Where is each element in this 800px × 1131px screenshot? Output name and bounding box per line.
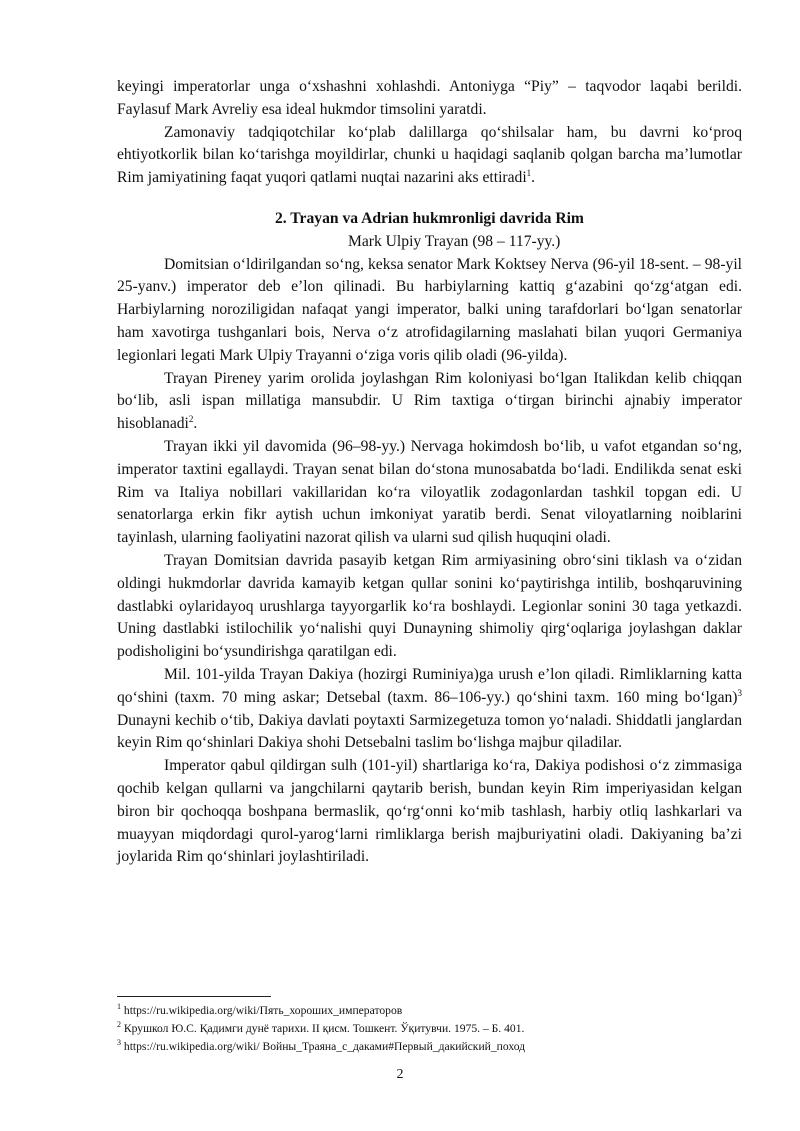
footnote-ref[interactable]: 3 (737, 687, 742, 698)
paragraph-text: Imperator qabul qildirgan sulh (101-yil) shartlariga koʻra, Dakiya podishosi oʻz zimmasiga qochib kelgan qullarni va jangchilarni qaytarib berish, bundan keyin Rim imperiyasidan kelgan biron bir qochoqqa boshpana bermaslik, qoʻrgʻonni koʻmib tashlash, harbiy otliq lashkarlari va muayyan miqdordagi qurol-yarogʻlarni rimliklarga berish majburiyatini oladi. Dakiyaning baʼzi joylarida Rim qoʻshinlari joylashtiriladi. (117, 757, 742, 866)
paragraph-text: Trayan ikki yil davomida (96–98-yy.) Nervaga hokimdosh boʻlib, u vafot etgandan soʻng, imperator taxtini egallaydi. Trayan senat bilan doʻstona munosabatda boʻladi. Endilikda senat eski Rim va Italiya nobillari vakillaridan koʻra viloyatlik zodagonlardan tashkil topgan edi. U senatorlarga erkin fikr aytish uchun imkoniyat yaratib berdi. Senat viloyatlarning noiblarini tayinlash, ularning faoliyatini nazorat qilish va ularni sud qilish huquqini oladi. (117, 437, 742, 547)
section-heading: 2. Trayan va Adrian hukmronligi davrida Rim (275, 209, 584, 227)
paragraph-text: Trayan Pireney yarim orolida joylashgan Rim koloniyasi boʻlgan Italikdan kelib chiqqan boʻlib, asli ispan millatiga mansubdir. U Rim taxtiga oʻtirgan birinchi ajnabiy imperator hisoblanadi (117, 369, 742, 433)
paragraph-continued (117, 76, 742, 122)
paragraph-tail: . (193, 415, 198, 433)
footnote (117, 1002, 742, 1020)
paragraph (117, 254, 742, 368)
footnote-number: 1 (117, 1002, 121, 1012)
footnote-text: Крушкол Ю.С. Қадимги дунё тарихи. II қисм. Тошкент. Ўқитувчи. 1975. – Б. 401. (121, 1022, 525, 1036)
body-text (117, 76, 742, 869)
footnote-ref[interactable]: 2 (188, 413, 194, 424)
paragraph-text: Domitsian oʻldirilgandan soʻng, keksa senator Mark Koktsey Nerva (96-yil 18-sent. – 98-yil 25-yanv.) imperator deb eʼlon qilinadi. Bu harbiylarning kattiq gʻazabini qoʻzgʻatgan edi. Harbiylarning noroziligidan nafaqat yangi imperator, balki uning tarafdorlari boʻlgan senatorlar ham xavotirga tushganlari bois, Nerva oʻz atrofidagilarning maslahati bilan yuqori Germaniya legionlari legati Mark Ulpiy Trayanni oʻziga voris qilib oladi (96-yilda). (117, 255, 742, 364)
footnote-ref[interactable]: 1 (526, 168, 532, 178)
paragraph-text: Zamonaviy tadqiqotchilar koʻplab dalillarga qoʻshilsalar ham, bu davrni koʻproq ehtiyotkorlik bilan koʻtarishga moyildirlar, chunki u haqidagi saqlanib qolgan barcha maʼlumotlar Rim jamiyatining faqat yuqori qatlami nuqtai nazarini aks ettiradi (117, 123, 742, 187)
paragraph-text: keyingi imperatorlar unga oʻxshashni xohlashdi. Antoniyga “Piy” – taqvodor laqabi berildi. Faylasuf Mark Avreliy esa ideal hukmdor timsolini yaratdi. (117, 78, 742, 118)
footnotes (117, 1002, 742, 1057)
paragraph (117, 368, 742, 436)
footnote-number: 3 (117, 1038, 121, 1048)
footnote-link[interactable]: https://ru.wikipedia.org/wiki/Пять_хороших_императоров (121, 1004, 403, 1017)
paragraph (117, 550, 742, 664)
paragraph-text: Trayan Domitsian davrida pasayib ketgan Rim armiyasining obroʻsini tiklash va oʻzidan oldingi hukmdorlar davrida kamayib ketgan qullar sonini koʻpaytirishga intilib, boshqaruvining dastlabki oylaridayoq urushlarga tayyorgarlik koʻra boshlaydi. Legionlar sonini 30 taga yetkazdi. Uning dastlabki istilochilik yoʻnalishi quyi Dunayning shimoliy qirgʻoqlariga joylashgan daklar podisholigini boʻysundirishga qaratilgan edi. (117, 551, 742, 661)
paragraph (117, 664, 742, 755)
section-subtitle: Mark Ulpiy Trayan (98 – 117-yy.) (348, 232, 561, 250)
footnote-link[interactable]: https://ru.wikipedia.org/wiki/ Войны_Траяна_с_даками#Первый_дакийский_поход (121, 1040, 526, 1054)
paragraph (117, 436, 742, 550)
paragraph (117, 122, 742, 190)
footnote-divider (117, 996, 271, 997)
footnote (117, 1020, 742, 1038)
paragraph-tail: . (531, 169, 536, 187)
paragraph-text: Mil. 101-yilda Trayan Dakiya (hozirgi Ruminiya)ga urush eʼlon qiladi. Rimliklarning katta qoʻshini (taxm. 70 ming askar; Detsebal (taxm. 86–106-yy.) qoʻshini taxm. 160 ming boʻlgan) (117, 665, 742, 706)
paragraph (117, 755, 742, 869)
page-number: 2 (396, 1067, 404, 1082)
footnote (117, 1038, 742, 1056)
paragraph-tail: Dunayni kechib oʻtib, Dakiya davlati poytaxti Sarmizegetuza tomon yoʻnaladi. Shiddatli janglardan keyin Rim qoʻshinlari Dakiya shohi Detsebalni taslim boʻlishga majbur qiladilar. (117, 711, 742, 752)
footnote-number: 2 (117, 1020, 121, 1030)
